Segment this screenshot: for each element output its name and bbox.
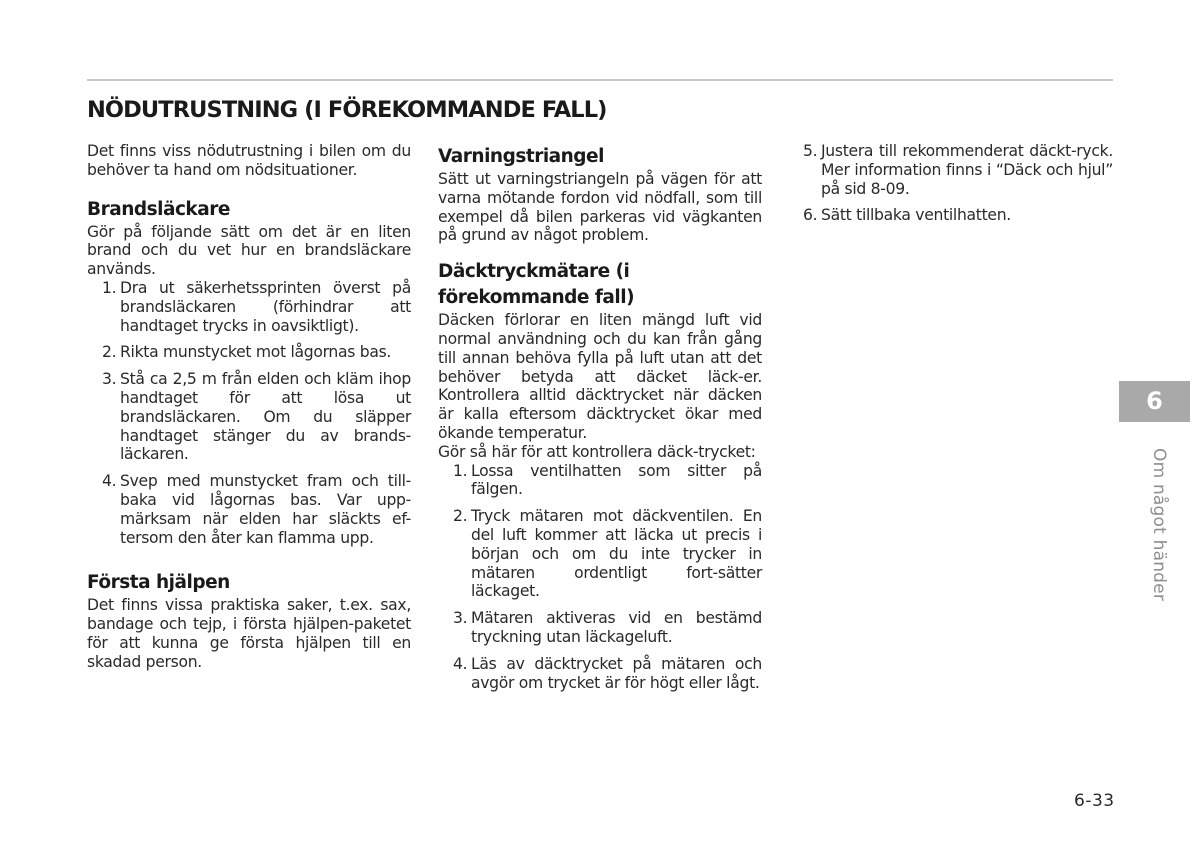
section-heading-line: förekommande fall): [438, 287, 635, 309]
first-aid-text: Det finns vissa praktiska saker, t.ex. sax, bandage och tejp, i första hjälpen-paketet för att kunna ge första hjälpen till en skadad person.: [87, 596, 411, 671]
list-item-number: 6.: [803, 206, 818, 225]
intro-paragraph: Det finns viss nödutrustning i bilen om du behöver ta hand om nödsituationer.: [87, 142, 411, 179]
list-item-number: 4.: [453, 654, 468, 673]
list-item-number: 1.: [102, 278, 117, 297]
chapter-title: Om något händer: [1149, 448, 1169, 602]
section-heading-fire-extinguisher: Brandsläckare: [87, 198, 230, 220]
fire-extinguisher-text: Gör på följande sätt om det är en liten brand och du vet hur en brandsläckare används.: [87, 222, 411, 279]
list-item: [803, 142, 1113, 198]
list-item-number: 1.: [453, 461, 468, 480]
section-heading-tire-gauge: [438, 259, 762, 311]
list-item: [438, 507, 762, 601]
list-item-number: 5.: [803, 142, 818, 160]
tire-gauge-instructions: Gör så här för att kontrollera däck-trycket:: [438, 442, 756, 461]
fire-extinguisher-steps: [87, 279, 411, 547]
list-item: [438, 462, 762, 500]
page-number: 6-33: [1074, 791, 1115, 811]
list-item: [803, 206, 1113, 225]
column-left: [87, 142, 411, 672]
list-item-number: 3.: [102, 370, 117, 389]
list-item-text: Svep med munstycket fram och till-baka vid lågornas bas. Var upp-märksam när elden har släckts ef-tersom den åter kan flamma upp.: [120, 472, 411, 547]
header-rule: [87, 79, 1113, 81]
list-item: [87, 279, 411, 335]
page-title: NÖDUTRUSTNING (I FÖREKOMMANDE FALL): [87, 97, 607, 123]
section-heading-warning-triangle: Varningstriangel: [438, 146, 604, 167]
list-item-number: 2.: [102, 343, 117, 362]
list-item-text: Dra ut säkerhetssprinten överst på brandsläckaren (förhindrar att handtaget trycks in oavsiktligt).: [120, 278, 411, 335]
section-heading-line: Däcktryckmätare (i: [438, 261, 630, 283]
list-item-text: Tryck mätaren mot däckventilen. En del luft kommer att läcka ut precis i början och om du inte trycker in mätaren ordentligt fort-sätter läckaget.: [471, 507, 762, 601]
warning-triangle-text: Sätt ut varningstriangeln på vägen för att varna mötande fordon vid nödfall, som till exempel då bilen parkeras vid vägkanten på grund av något problem.: [438, 170, 762, 245]
tire-gauge-text: Däcken förlorar en liten mängd luft vid normal användning och du kan från gång till annan behöva fylla på luft utan att det behöver betyda att däcket läck-er. Kontrollera alltid däcktrycket när däcken är kalla eftersom däcktrycket ökar med ökande temperatur.: [438, 311, 762, 442]
column-right: [803, 142, 1113, 233]
list-item-text: Justera till rekommenderat däckt-ryck. Mer information finns i “Däck och hjul” på sid 8-09.: [821, 142, 1113, 198]
list-item-number: 3.: [453, 609, 468, 628]
list-item-text: Lossa ventilhatten som sitter på fälgen.: [471, 461, 762, 499]
list-item: [87, 343, 411, 362]
list-item-text: Sätt tillbaka ventilhatten.: [821, 206, 1011, 225]
list-item-text: Stå ca 2,5 m från elden och kläm ihop handtaget för att lösa ut brandsläckaren. Om du släpper handtaget stänger du av brands-läckaren.: [120, 370, 411, 464]
list-item-text: Mätaren aktiveras vid en bestämd tryckning utan läckageluft.: [471, 609, 762, 646]
tire-gauge-steps: [438, 462, 762, 693]
list-item: [87, 472, 411, 547]
list-item-number: 4.: [102, 472, 117, 491]
chapter-number-tab: 6: [1119, 381, 1190, 422]
tire-gauge-steps-continued: [803, 142, 1113, 225]
list-item: [438, 655, 762, 693]
list-item-text: Rikta munstycket mot lågornas bas.: [120, 343, 392, 362]
list-item: [87, 370, 411, 464]
section-heading-first-aid: Första hjälpen: [87, 572, 230, 594]
list-item-text: Läs av däcktrycket på mätaren och avgör om trycket är för högt eller lågt.: [471, 654, 762, 692]
column-middle: [438, 144, 762, 692]
list-item-number: 2.: [453, 507, 468, 526]
list-item: [438, 609, 762, 647]
